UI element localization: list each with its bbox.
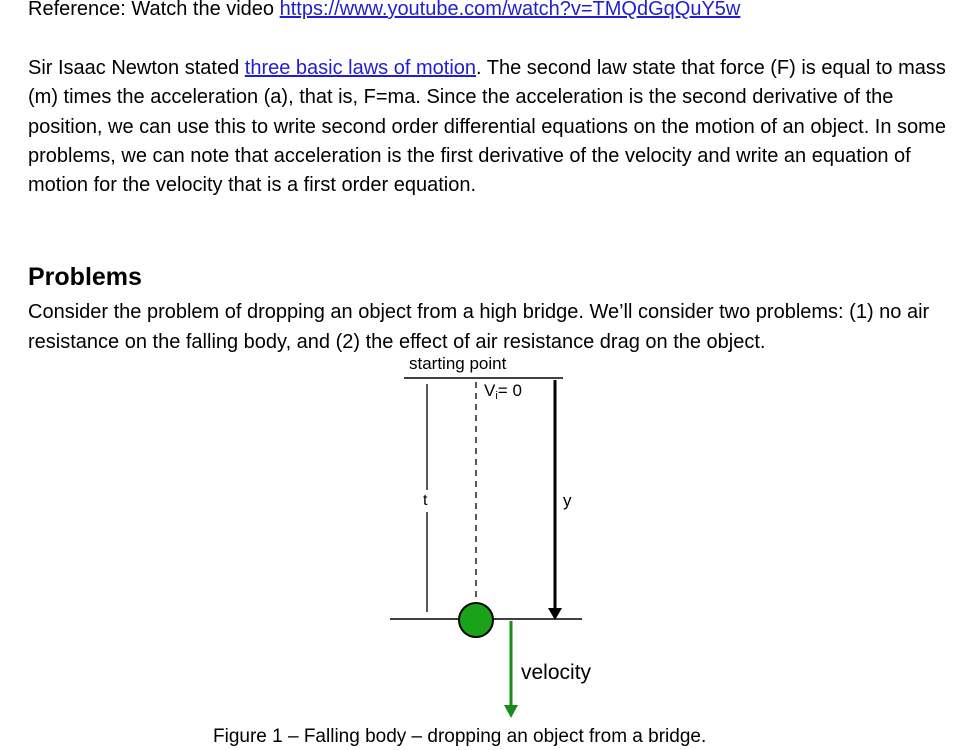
intro-paragraph bbox=[28, 54, 958, 200]
vi-value: = 0 bbox=[497, 381, 522, 400]
figure-caption: Figure 1 – Falling body – dropping an object from a bridge. bbox=[213, 726, 707, 747]
falling-ball bbox=[459, 603, 493, 637]
problems-paragraph: Consider the problem of dropping an object from a high bridge. We’ll consider two problems: (1) no air resistance on the falling body, and (2) the effect of air resistance drag on the object. bbox=[28, 301, 930, 353]
y-label: y bbox=[563, 491, 572, 510]
initial-velocity-label bbox=[484, 380, 522, 407]
y-arrow-head bbox=[548, 608, 562, 620]
starting-point-label: starting point bbox=[409, 354, 507, 373]
reference-video-link[interactable]: https://www.youtube.com/watch?v=TMQdGqQuY5w bbox=[279, 0, 741, 20]
reference-prefix: Reference: Watch the video bbox=[28, 0, 280, 20]
time-label: t bbox=[423, 492, 428, 509]
problems-heading: Problems bbox=[28, 263, 142, 291]
velocity-arrow-head bbox=[504, 705, 518, 718]
intro-after-link: . The second law state that force (F) is equal to mass (m) times the acceleration (a), that is, F=ma. Since the acceleration is the second derivative of the position, we can use this to write second order differential equations on the motion of an object. In some problems, we can note that acceleration is the first derivative of the velocity and write an equation of motion for the velocity that is a first order equation. bbox=[28, 57, 946, 197]
velocity-label: velocity bbox=[521, 661, 592, 684]
reference-line bbox=[28, 0, 740, 23]
intro-before-link: Sir Isaac Newton stated bbox=[28, 57, 245, 79]
vi-sub: i bbox=[495, 390, 498, 402]
vi-main: V bbox=[484, 381, 496, 400]
laws-of-motion-link[interactable]: three basic laws of motion bbox=[244, 57, 477, 79]
